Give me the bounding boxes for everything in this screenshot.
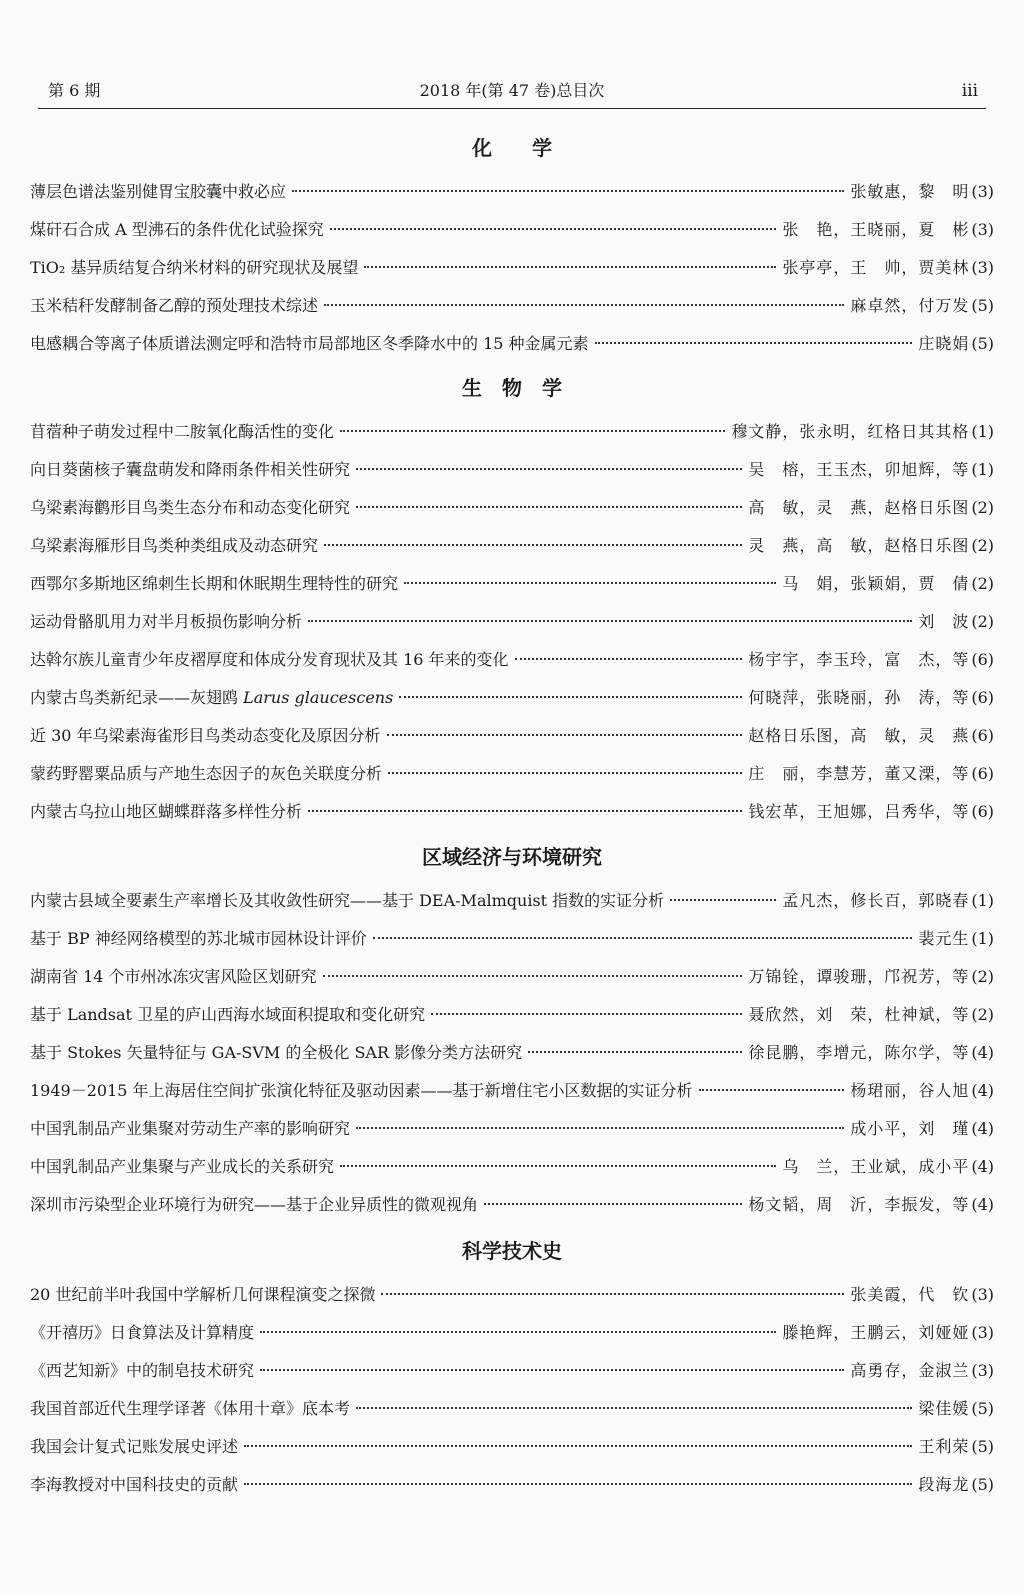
toc-entry[interactable] (30, 717, 994, 755)
entry-issue: (2) (971, 612, 994, 631)
entry-list (30, 882, 994, 1224)
entry-issue: (3) (971, 258, 994, 277)
entry-title: 达斡尔族儿童青少年皮褶厚度和体成分发育现状及其 16 年来的变化 (30, 650, 509, 669)
entry-title: 中国乳制品产业集聚与产业成长的关系研究 (30, 1157, 335, 1176)
toc-entry[interactable] (30, 489, 994, 527)
entry-title: 西鄂尔多斯地区绵刺生长期和休眠期生理特性的研究 (30, 574, 399, 593)
entry-authors: 马 娟，张颖娟，贾 倩 (782, 574, 970, 593)
entry-authors: 钱宏革，王旭娜，吕秀华，等 (748, 802, 970, 821)
entry-issue: (2) (971, 536, 994, 555)
toc-entry[interactable] (30, 527, 994, 565)
entry-issue: (4) (971, 1081, 994, 1100)
leader-dots (404, 582, 776, 584)
toc-entry[interactable] (30, 1276, 994, 1314)
leader-dots (324, 544, 742, 546)
entry-authors: 赵格日乐图，高 敏，灵 燕 (748, 726, 970, 745)
entry-issue: (3) (971, 1285, 994, 1304)
entry-title: 《西艺知新》中的制皂技术研究 (30, 1361, 255, 1380)
section-history-of-science (30, 1226, 994, 1504)
entry-title: 内蒙古乌拉山地区蝴蝶群落多样性分析 (30, 802, 303, 821)
entry-authors: 张敏惠，黎 明 (850, 182, 970, 201)
entry-title: 苜蓿种子萌发过程中二胺氧化酶活性的变化 (30, 422, 335, 441)
leader-dots (431, 1013, 742, 1015)
entry-title: 我国会计复式记账发展史评述 (30, 1437, 239, 1456)
toc-entry[interactable] (30, 451, 994, 489)
entry-title: 20 世纪前半叶我国中学解析几何课程演变之探微 (30, 1285, 376, 1304)
entry-issue: (6) (971, 650, 994, 669)
toc-entry[interactable] (30, 679, 994, 717)
running-title: 2018 年(第 47 卷)总目次 (419, 81, 605, 100)
toc-entry[interactable] (30, 287, 994, 325)
toc-entry[interactable] (30, 1352, 994, 1390)
entry-issue: (1) (971, 422, 994, 441)
leader-dots (399, 696, 742, 698)
entry-title: 中国乳制品产业集聚对劳动生产率的影响研究 (30, 1119, 351, 1138)
leader-dots (356, 1127, 844, 1129)
entry-authors: 高勇存，金淑兰 (850, 1361, 970, 1380)
entry-authors: 张 艳，王晓丽，夏 彬 (782, 220, 970, 239)
entry-title-text: 内蒙古鸟类新纪录——灰翅鸥 (30, 688, 244, 707)
entry-issue: (4) (971, 1157, 994, 1176)
entry-list (30, 173, 994, 363)
section-title: 生 物 学 (462, 376, 562, 400)
toc-entry[interactable] (30, 211, 994, 249)
entry-title: 基于 BP 神经网络模型的苏北城市园林设计评价 (30, 929, 367, 948)
section-title: 化 学 (472, 136, 552, 160)
leader-dots (699, 1089, 845, 1091)
entry-issue: (2) (971, 1005, 994, 1024)
entry-authors: 杨宇宇，李玉玲，富 杰，等 (748, 650, 970, 669)
toc-entry[interactable] (30, 882, 994, 920)
entry-authors: 孟凡杰，修长百，郭晓春 (782, 891, 970, 910)
issue-number: 第 6 期 (48, 81, 101, 100)
entry-issue: (5) (971, 296, 994, 315)
toc-entry[interactable] (30, 603, 994, 641)
entry-issue: (2) (971, 498, 994, 517)
leader-dots (292, 190, 844, 192)
entry-authors: 张美霞，代 钦 (850, 1285, 970, 1304)
entry-issue: (1) (971, 891, 994, 910)
entry-issue: (2) (971, 574, 994, 593)
entry-title: 乌梁素海鹳形目鸟类生态分布和动态变化研究 (30, 498, 351, 517)
entry-authors: 吴 榕，王玉杰，卯旭辉，等 (748, 460, 970, 479)
leader-dots (308, 810, 742, 812)
leader-dots (356, 1407, 912, 1409)
entry-authors: 杨珺丽，谷人旭 (850, 1081, 970, 1100)
entry-title: 电感耦合等离子体质谱法测定呼和浩特市局部地区冬季降水中的 15 种金属元素 (30, 334, 589, 353)
entry-title: TiO₂ 基异质结复合纳米材料的研究现状及展望 (30, 258, 359, 277)
leader-dots (364, 266, 776, 268)
toc-entry[interactable] (30, 1034, 994, 1072)
entry-authors: 滕艳辉，王鹏云，刘娅娅 (782, 1323, 970, 1342)
entry-issue: (6) (971, 726, 994, 745)
leader-dots (388, 772, 742, 774)
toc-entry[interactable] (30, 1314, 994, 1352)
entry-authors: 裴元生 (918, 929, 970, 948)
running-head (38, 76, 986, 106)
toc-entry[interactable] (30, 755, 994, 793)
entry-issue: (5) (971, 1437, 994, 1456)
toc-entry[interactable] (30, 958, 994, 996)
entry-authors: 王利荣 (918, 1437, 970, 1456)
leader-dots (528, 1051, 742, 1053)
section-chemistry (30, 123, 994, 363)
entry-issue: (4) (971, 1119, 994, 1138)
entry-title: 煤矸石合成 A 型沸石的条件优化试验探究 (30, 220, 324, 239)
entry-issue: (1) (971, 929, 994, 948)
leader-dots (244, 1445, 912, 1447)
leader-dots (330, 228, 777, 230)
entry-title: 李海教授对中国科技史的贡献 (30, 1475, 239, 1494)
entry-title: 基于 Stokes 矢量特征与 GA-SVM 的全极化 SAR 影像分类方法研究 (30, 1043, 523, 1062)
entry-authors: 庄 丽，李慧芳，董又溧，等 (748, 764, 970, 783)
toc-entry[interactable] (30, 1110, 994, 1148)
toc-entry[interactable] (30, 565, 994, 603)
entry-issue: (1) (971, 460, 994, 479)
entry-title: 基于 Landsat 卫星的庐山西海水域面积提取和变化研究 (30, 1005, 426, 1024)
entry-authors: 成小平，刘 瑾 (850, 1119, 970, 1138)
entry-title: 我国首部近代生理学译著《体用十章》底本考 (30, 1399, 351, 1418)
entry-issue: (5) (971, 1475, 994, 1494)
toc-entry[interactable] (30, 1148, 994, 1186)
entry-authors: 麻卓然，付万发 (850, 296, 970, 315)
leader-dots (595, 342, 913, 344)
toc-entry[interactable] (30, 1428, 994, 1466)
entry-list (30, 413, 994, 831)
entry-authors: 段海龙 (918, 1475, 970, 1494)
toc-entry[interactable] (30, 325, 994, 363)
entry-authors: 穆文静，张永明，红格日其其格 (731, 422, 970, 441)
leader-dots (356, 506, 742, 508)
entry-issue: (4) (971, 1043, 994, 1062)
leader-dots (356, 468, 742, 470)
header-rule (38, 108, 986, 109)
entry-authors: 张亭亭，王 帅，贾美林 (782, 258, 970, 277)
leader-dots (373, 937, 913, 939)
section-regional-economy (30, 832, 994, 1224)
entry-authors: 高 敏，灵 燕，赵格日乐图 (748, 498, 970, 517)
entry-issue: (5) (971, 334, 994, 353)
entry-authors: 刘 波 (918, 612, 970, 631)
entry-title: 薄层色谱法鉴别健胃宝胶囊中救必应 (30, 182, 287, 201)
entry-issue: (6) (971, 764, 994, 783)
entry-issue: (4) (971, 1195, 994, 1214)
entry-title: 乌梁素海雁形目鸟类种类组成及动态研究 (30, 536, 319, 555)
toc-entry[interactable] (30, 1072, 994, 1110)
entry-issue: (3) (971, 220, 994, 239)
section-title: 科学技术史 (462, 1239, 562, 1263)
toc-entry[interactable] (30, 249, 994, 287)
entry-title: 湖南省 14 个市州冰冻灾害风险区划研究 (30, 967, 317, 986)
entry-authors: 徐昆鹏，李增元，陈尔学，等 (748, 1043, 970, 1062)
entry-issue: (6) (971, 802, 994, 821)
entry-authors: 万锦铨，谭骏珊，邝祝芳，等 (748, 967, 970, 986)
entry-authors: 杨文韬，周 沂，李振发，等 (748, 1195, 970, 1214)
leader-dots (340, 430, 725, 432)
entry-authors: 乌 兰，王业斌，成小平 (782, 1157, 970, 1176)
toc-entry[interactable] (30, 793, 994, 831)
leader-dots (308, 620, 912, 622)
leader-dots (244, 1483, 912, 1485)
leader-dots (324, 304, 844, 306)
entry-issue: (3) (971, 182, 994, 201)
toc-entry[interactable] (30, 413, 994, 451)
section-biology (30, 363, 994, 831)
leader-dots (260, 1369, 844, 1371)
entry-title: 深圳市污染型企业环境行为研究——基于企业异质性的微观视角 (30, 1195, 479, 1214)
toc-entry[interactable] (30, 1466, 994, 1504)
leader-dots (387, 734, 743, 736)
entry-authors: 何晓萍，张晓丽，孙 涛，等 (748, 688, 970, 707)
entry-title: 《开禧历》日食算法及计算精度 (30, 1323, 255, 1342)
section-title: 区域经济与环境研究 (422, 845, 602, 869)
toc-entry[interactable] (30, 173, 994, 211)
entry-title: 近 30 年乌梁素海雀形目鸟类动态变化及原因分析 (30, 726, 381, 745)
leader-dots (340, 1165, 776, 1167)
leader-dots (260, 1331, 776, 1333)
entry-title-latin: Larus glaucescens (243, 688, 394, 707)
leader-dots (323, 975, 743, 977)
entry-title (30, 679, 393, 717)
entry-issue: (2) (971, 967, 994, 986)
toc-entry[interactable] (30, 641, 994, 679)
entry-authors: 梁佳媛 (918, 1399, 970, 1418)
entry-authors: 聂欣然，刘 荣，杜神斌，等 (748, 1005, 970, 1024)
entry-issue: (3) (971, 1323, 994, 1342)
entry-issue: (5) (971, 1399, 994, 1418)
toc-entry[interactable] (30, 1186, 994, 1224)
leader-dots (670, 899, 776, 901)
entry-list (30, 1276, 994, 1504)
page-folio: ⅲ (961, 81, 978, 101)
toc-entry[interactable] (30, 920, 994, 958)
leader-dots (484, 1203, 742, 1205)
entry-title: 玉米秸秆发酵制备乙醇的预处理技术综述 (30, 296, 319, 315)
entry-title: 内蒙古县域全要素生产率增长及其收敛性研究——基于 DEA-Malmquist 指数的实证分析 (30, 891, 665, 910)
leader-dots (515, 658, 743, 660)
entry-title: 蒙药野罂粟品质与产地生态因子的灰色关联度分析 (30, 764, 383, 783)
entry-title: 向日葵菌核子囊盘萌发和降雨条件相关性研究 (30, 460, 351, 479)
entry-authors: 灵 燕，高 敏，赵格日乐图 (748, 536, 970, 555)
entry-title: 1949－2015 年上海居住空间扩张演化特征及驱动因素——基于新增住宅小区数据的实证分析 (30, 1081, 693, 1100)
leader-dots (381, 1293, 844, 1295)
entry-title: 运动骨骼肌用力对半月板损伤影响分析 (30, 612, 303, 631)
toc-entry[interactable] (30, 1390, 994, 1428)
entry-issue: (6) (971, 688, 994, 707)
entry-authors: 庄晓娟 (918, 334, 970, 353)
entry-issue: (3) (971, 1361, 994, 1380)
toc-entry[interactable] (30, 996, 994, 1034)
